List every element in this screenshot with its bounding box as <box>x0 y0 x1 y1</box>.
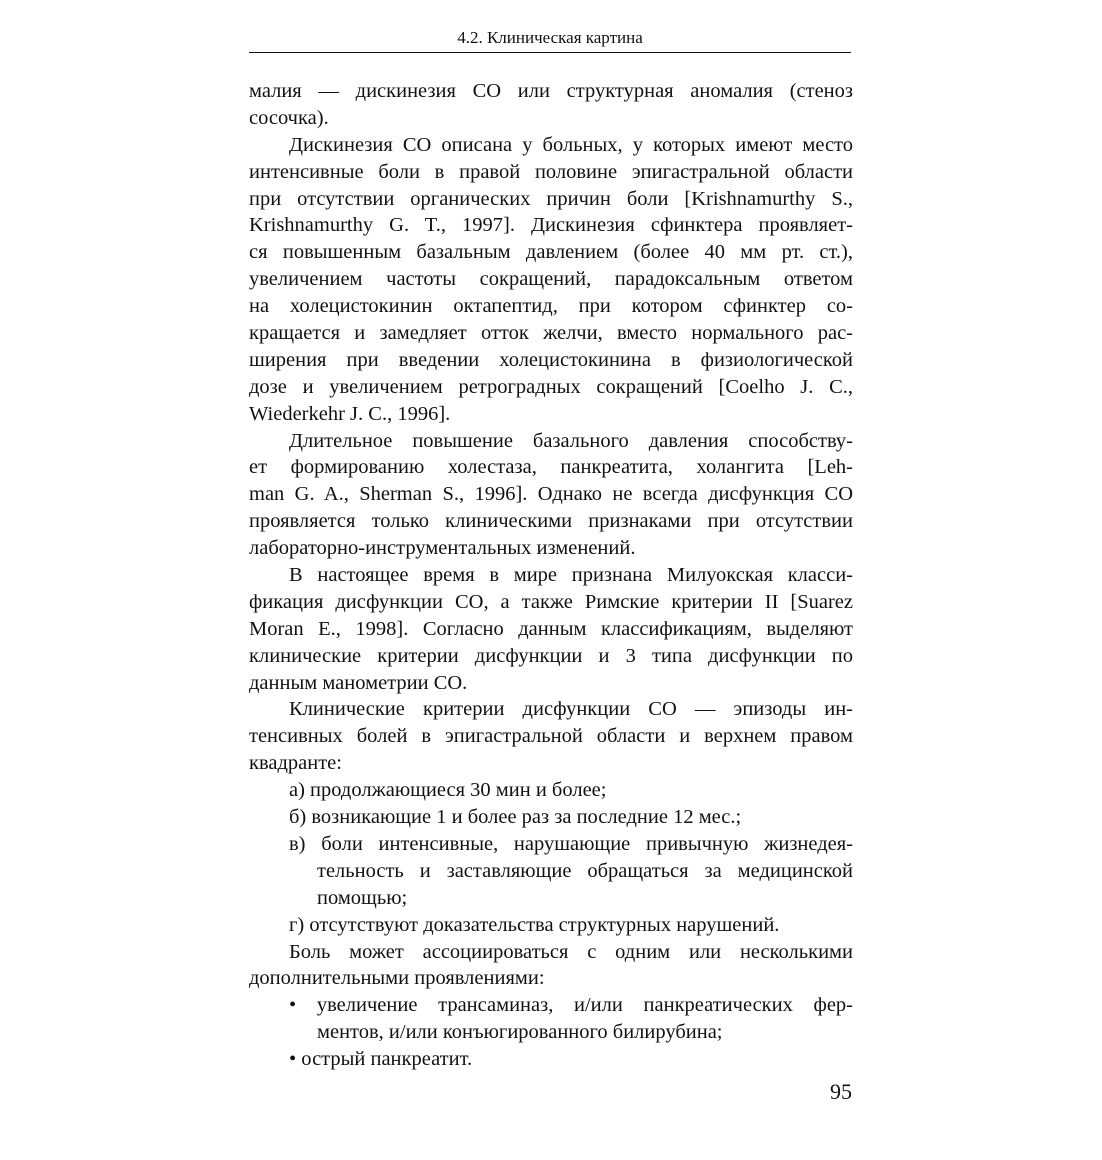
criteria-item-d: г) отсутствуют доказательства структурных нарушений. <box>289 913 780 936</box>
criteria-item-a: а) продолжающиеся 30 мин и более; <box>289 779 607 802</box>
criteria-item-c-continuation: помощью; <box>317 886 408 909</box>
page-body <box>249 78 853 1073</box>
text-line: малия — дискинезия СО или структурная аномалия (стеноз <box>249 80 853 102</box>
criteria-item-c: в) боли интенсивные, нарушающие привычную жизнедея- <box>289 832 853 855</box>
text-line: тенсивных болей в эпигастральной области и верхнем правом <box>249 725 853 748</box>
running-title: 4.2. Клиническая картина <box>457 28 643 47</box>
text-line: ширения при введении холецистокинина в физиологической <box>249 348 853 371</box>
text-line: интенсивные боли в правой половине эпигастральной области <box>249 160 853 183</box>
paragraph-start-line: Дискинезия СО описана у больных, у которых имеют место <box>289 133 853 156</box>
header-rule <box>249 52 851 53</box>
page-number: 95 <box>830 1079 852 1104</box>
text-line: кращается и замедляет отток желчи, вместо нормального рас- <box>249 322 853 345</box>
criteria-item-c-continuation: тельность и заставляющие обращаться за медицинской <box>317 859 853 882</box>
text-line: сосочка). <box>249 106 329 129</box>
paragraph-start-line: Боль может ассоциироваться с одним или несколькими <box>289 940 853 963</box>
bullet-item: • острый панкреатит. <box>289 1048 473 1071</box>
text-line: дополнительными проявлениями: <box>249 967 545 990</box>
text-line: man G. A., Sherman S., 1996]. Однако не всегда дисфункция СО <box>249 483 853 506</box>
text-line: дозе и увеличением ретроградных сокращений [Coelho J. C., <box>249 375 853 398</box>
text-line: ся повышенным базальным давлением (более 40 мм рт. ст.), <box>249 241 853 264</box>
paragraph-start-line: В настоящее время в мире признана Милуокская класси- <box>289 564 853 587</box>
text-line: Krishnamurthy G. T., 1997]. Дискинезия сфинктера проявляет- <box>249 214 853 237</box>
text-line: лабораторно-инструментальных изменений. <box>249 537 636 560</box>
text-line: при отсутствии органических причин боли [Krishnamurthy S., <box>249 187 853 210</box>
text-line: ет формированию холестаза, панкреатита, холангита [Leh- <box>249 456 853 479</box>
text-line: Wiederkehr J. C., 1996]. <box>249 402 451 425</box>
text-line: клинические критерии дисфункции и 3 типа дисфункции по <box>249 644 853 667</box>
text-line: проявляется только клиническими признаками при отсутствии <box>249 510 853 533</box>
text-line: квадранте: <box>249 752 342 775</box>
text-line: данным манометрии СО. <box>249 671 468 694</box>
bullet-item: • увеличение трансаминаз, и/или панкреатических фер- <box>289 994 853 1017</box>
criteria-item-b: б) возникающие 1 и более раз за последние 12 мес.; <box>289 806 742 829</box>
bullet-item-continuation: ментов, и/или конъюгированного билирубина; <box>317 1021 723 1044</box>
paragraph-start-line: Длительное повышение базального давления способству- <box>289 429 853 452</box>
text-line: фикация дисфункции СО, а также Римские критерии II [Suarez <box>249 590 853 613</box>
text-line: увеличением частоты сокращений, парадоксальным ответом <box>249 268 853 291</box>
paragraph-start-line: Клинические критерии дисфункции СО — эпизоды ин- <box>289 698 853 721</box>
text-line: Moran E., 1998]. Согласно данным классификациям, выделяют <box>249 617 853 640</box>
text-line: на холецистокинин октапептид, при котором сфинктер со- <box>249 295 853 318</box>
